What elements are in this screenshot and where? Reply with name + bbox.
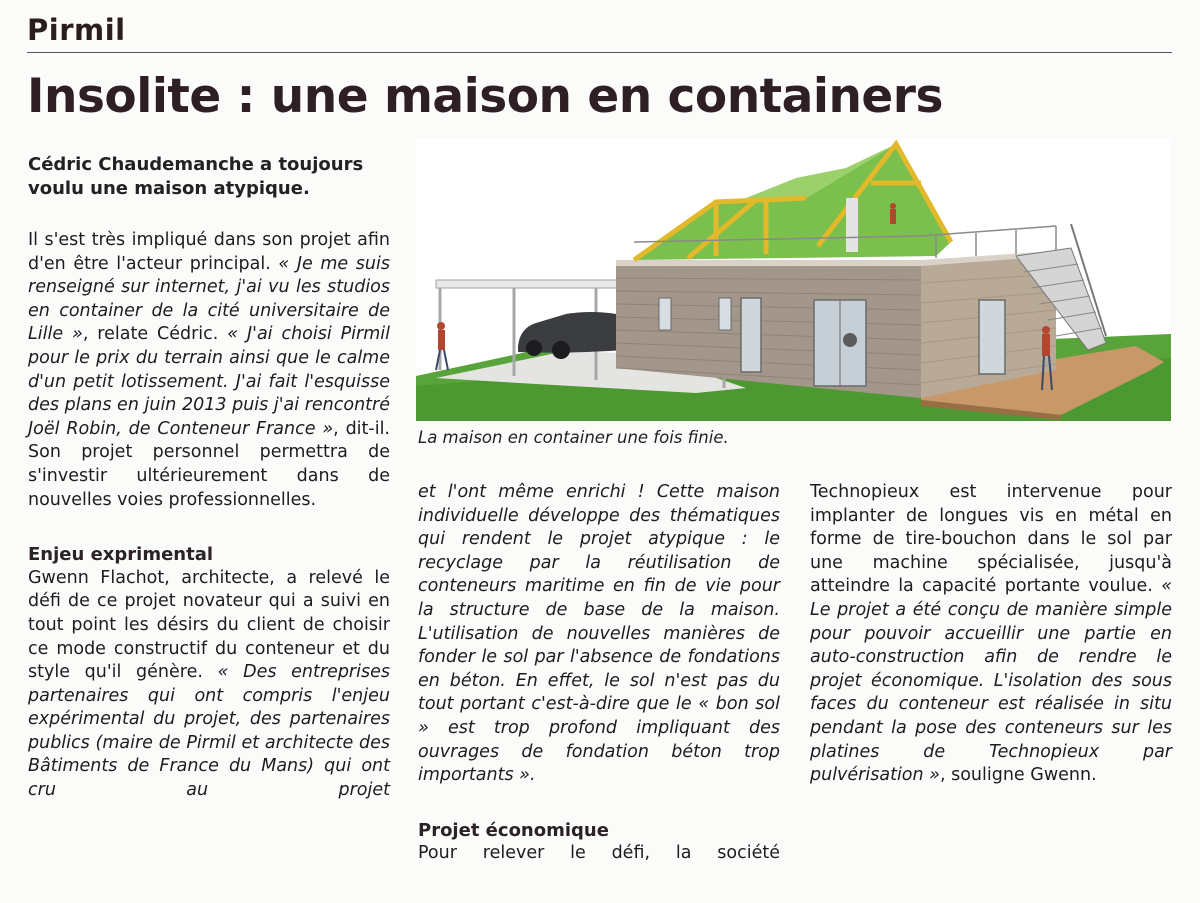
col1-quote: « Des entreprises partenaires qui ont compris l'enjeu expérimental du projet, des partenaires publics (maire de Pirmil et architecte des Bâtiments de France du Mans) qui ont cru au projet xyxy=(28,662,390,801)
col1-quote: « Je me suis renseigné sur internet, j'ai vu les studios en container de la cité universitaire de Lille » xyxy=(28,253,390,345)
article-column-3 xyxy=(810,481,1172,788)
headline: Insolite : une maison en containers xyxy=(27,69,943,124)
col1-text: Gwenn Flachot, architecte, a relevé le défi de ce projet novateur qui a suivi en tout point les désirs du client de choisir ce mode constructif du conteneur et du style qu'il génère. xyxy=(28,567,390,683)
col1-text: , relate Cédric. xyxy=(82,324,228,345)
col3-paragraph-1 xyxy=(810,481,1172,788)
col1-text: Il s'est très impliqué dans son projet afin d'en être l'acteur principal. xyxy=(28,230,390,274)
col1-text: , dit-il. Son projet personnel permettra de s'investir ultérieurement dans de nouvelles voies professionnelles. xyxy=(28,418,390,510)
subhead-projet-economique: Projet économique xyxy=(418,819,609,841)
col3-text: , souligne Gwenn. xyxy=(939,765,1097,786)
section-label: Pirmil xyxy=(27,13,126,47)
header-rule xyxy=(27,52,1172,53)
photo-caption: La maison en container une fois finie. xyxy=(418,428,729,447)
col2-paragraph-1 xyxy=(418,481,780,788)
article-column-2 xyxy=(418,481,780,866)
house-photo xyxy=(416,138,1171,421)
col3-text: Technopieux est intervenue pour implanter de longues vis en métal en forme de tire-bouchon dans le sol par une machine spécialisée, jusqu'à atteindre la capacité portante voulue. xyxy=(810,482,1172,597)
subhead-enjeu: Enjeu exprimental xyxy=(28,544,214,566)
col1-paragraph-1 xyxy=(28,229,390,512)
col3-quote: « Le projet a été conçu de manière simple pour pouvoir accueillir une partie en auto-construction afin de rendre le projet économique. L'isolation des sous faces du conteneur est réalisée in situ pendant la pose des conteneurs sur les platines de Technopieux par pulvérisation » xyxy=(810,576,1172,786)
col2-paragraph-2: Pour relever le défi, la société xyxy=(418,843,780,864)
col1-quote: « J'ai choisi Pirmil pour le prix du terrain ainsi que le calme d'un petit lotissement. J'ai fait l'esquisse des plans en juin 2013 puis j'ai rencontré Joël Robin, de Conteneur France » xyxy=(28,324,390,439)
article-column-1 xyxy=(28,229,390,803)
col1-paragraph-2 xyxy=(28,567,390,803)
lead-paragraph: Cédric Chaudemanche a toujours voulu une maison atypique. xyxy=(28,154,364,199)
col2-quote: et l'ont même enrichi ! Cette maison individuelle développe des thématiques qui rendent le projet atypique : le recyclage par la réutilisation de conteneurs maritime en fin de vie pour la structure de base de la maison. L'utilisation de nouvelles manières de fonder le sol par l'absence de fondations en béton. En effet, le sol n'est pas du tout portant c'est-à-dire que le « bon sol » est trop profond impliquant des ouvrages de fondation béton trop importants ». xyxy=(418,482,780,786)
